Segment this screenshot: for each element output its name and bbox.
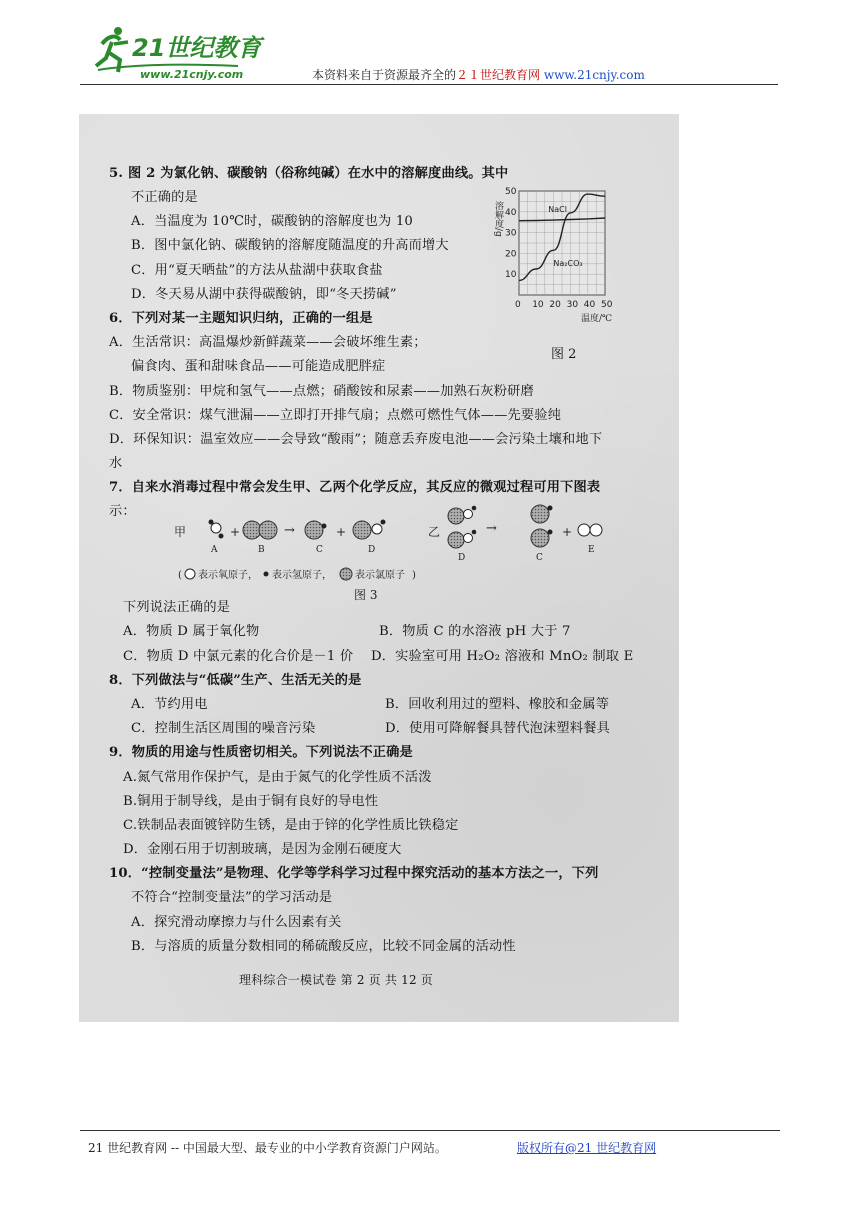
site-logo[interactable] — [88, 22, 288, 84]
q5-stem-2: 不正确的是 — [131, 190, 198, 205]
label-d-2: D — [458, 553, 466, 563]
y-tick-label: 50 — [505, 187, 517, 197]
x-axis-label: 温度/℃ — [581, 314, 613, 324]
q8-option-d: D．使用可降解餐具替代泡沫塑料餐具 — [385, 721, 610, 736]
q5-option-d: D．冬天易从湖中获得碳酸钠，即“冬天捞碱” — [131, 287, 397, 302]
header-divider — [80, 84, 778, 85]
header-prefix: 本资料来自于资源最齐全的 — [312, 68, 457, 82]
q10-stem: 10．“控制变量法”是物理、化学等学科学习过程中探究活动的基本方法之一，下列 — [109, 866, 599, 881]
q9-option-d: D．金刚石用于切割玻璃，是因为金刚石硬度大 — [123, 842, 402, 857]
q6-stem: 6．下列对某一主题知识归纳，正确的一组是 — [109, 311, 373, 326]
x-tick-label: 50 — [601, 300, 613, 310]
q7-option-b: B．物质 C 的水溶液 pH 大于 7 — [379, 624, 571, 639]
molecule-d-pair — [448, 506, 476, 548]
footer-divider — [80, 1130, 780, 1131]
footer-text: 21 世纪教育网 -- 中国最大型、最专业的中小学教育资源门户网站。 — [88, 1141, 447, 1155]
q5-option-b: B．图中氯化钠、碳酸钠的溶解度随温度的升高而增大 — [131, 238, 449, 253]
legend-chlorine-icon — [340, 568, 352, 580]
q7-stem-2: 示： — [109, 504, 136, 519]
molecule-c — [305, 521, 327, 539]
q10-option-a: A．探究滑动摩擦力与什么因素有关 — [131, 915, 342, 930]
logo-main-text: 21世纪教育 — [132, 34, 262, 62]
legend-oxygen-icon — [185, 569, 195, 579]
x-tick-label: 40 — [583, 300, 596, 310]
q9-option-a: A.氮气常用作保护气，是由于氮气的化学性质不活泼 — [123, 770, 432, 785]
legend-hydrogen-icon — [264, 572, 269, 577]
label-c-2: C — [536, 553, 543, 563]
series-label-nacl: NaCl — [548, 204, 567, 214]
q7-stem: 7．自来水消毒过程中常会发生甲、乙两个化学反应，其反应的微观过程可用下图表 — [109, 480, 601, 495]
label-c: C — [316, 545, 323, 555]
arrow-2: → — [486, 521, 497, 536]
q8-option-c: C．控制生活区周围的噪音污染 — [131, 721, 316, 736]
series-label-na2co3: Na₂CO₃ — [553, 258, 583, 268]
molecule-d — [353, 520, 386, 540]
q5-option-a: A．当温度为 10℃时，碳酸钠的溶解度也为 10 — [131, 214, 414, 229]
q6-option-d: D．环保知识：温室效应——会导致“酸雨”；随意丢弃废电池——会污染土壤和地下 — [109, 432, 603, 447]
x-tick-label: 30 — [566, 300, 579, 310]
label-b: B — [258, 545, 265, 555]
q6-option-b: B．物质鉴别：甲烷和氢气——点燃；硝酸铵和尿素——加熟石灰粉研磨 — [109, 384, 534, 399]
legend-hydrogen: 表示氢原子， — [272, 570, 332, 581]
q6-option-a-2: 偏食肉、蛋和甜味食品——可能造成肥胖症 — [131, 359, 386, 374]
q7-option-d: D．实验室可用 H₂O₂ 溶液和 MnO₂ 制取 E — [371, 649, 634, 664]
q8-option-a: A．节约用电 — [131, 697, 208, 712]
molecule-e — [578, 524, 602, 536]
y-axis-label: 溶解度/g — [493, 201, 503, 237]
legend-chlorine: 表示氯原子 — [355, 570, 405, 581]
y-tick-label: 30 — [505, 228, 517, 239]
plus-1: + — [230, 525, 241, 539]
solubility-chart-svg — [493, 185, 627, 330]
copyright-link[interactable]: 版权所有@21 世纪教育网 — [517, 1141, 657, 1155]
reaction-diagram-svg — [150, 502, 620, 602]
q9-option-c: C.铁制品表面镀锌防生锈，是由于锌的化学性质比铁稳定 — [123, 818, 459, 833]
q6-option-c: C．安全常识：煤气泄漏——立即打开排气扇；点燃可燃性气体——先要验纯 — [109, 408, 562, 423]
svg-text:(: ( — [178, 570, 182, 581]
q9-stem: 9．物质的用途与性质密切相关。下列说法不正确是 — [109, 745, 413, 760]
q7-prompt: 下列说法正确的是 — [123, 600, 231, 615]
label-d: D — [368, 545, 376, 555]
label-e: E — [588, 545, 595, 555]
label-yi: 乙 — [428, 525, 441, 539]
header-tagline — [312, 66, 645, 83]
header-brand[interactable]: ２１世纪教育网 — [456, 68, 541, 82]
svg-text:): ) — [412, 570, 416, 581]
q7-option-a: A．物质 D 属于氧化物 — [123, 624, 260, 639]
figure-2-caption: 图 2 — [551, 347, 577, 362]
q6-option-d-2: 水 — [109, 456, 123, 471]
logo-url-text: www.21cnjy.com — [140, 68, 244, 81]
q6-option-a: A．生活常识：高温爆炒新鲜蔬菜——会破坏维生素； — [109, 335, 427, 350]
header-url[interactable]: www.21cnjy.com — [543, 68, 645, 82]
q7-option-c: C．物质 D 中氯元素的化合价是－1 价 — [123, 649, 354, 664]
q10-option-b: B．与溶质的质量分数相同的稀硫酸反应，比较不同金属的活动性 — [131, 939, 516, 954]
molecule-c-pair — [531, 505, 553, 547]
q8-option-b: B．回收利用过的塑料、橡胶和金属等 — [385, 697, 610, 712]
q9-option-b: B.铜用于制导线，是由于铜有良好的导电性 — [123, 794, 379, 809]
q8-stem: 8．下列做法与“低碳”生产、生活无关的是 — [109, 673, 362, 688]
y-tick-label: 10 — [505, 270, 517, 281]
runner-logo-icon — [88, 22, 288, 84]
plus-3: + — [562, 525, 573, 539]
label-jia: 甲 — [174, 525, 187, 539]
figure-3-caption: 图 3 — [354, 588, 378, 602]
y-tick-label: 40 — [505, 207, 517, 218]
molecule-b — [243, 521, 277, 539]
arrow-1: → — [284, 523, 295, 538]
page-header — [0, 0, 860, 95]
x-tick-label: 10 — [532, 300, 544, 310]
plus-2: + — [336, 525, 347, 539]
q5-stem: 5. 图 2 为氯化钠、碳酸钠（俗称纯碱）在水中的溶解度曲线。其中 — [109, 166, 509, 181]
q5-option-c: C．用“夏天晒盐”的方法从盐湖中获取食盐 — [131, 263, 383, 278]
page-number: 理科综合一模试卷 第 2 页 共 12 页 — [239, 973, 433, 987]
solubility-chart — [493, 185, 627, 330]
q10-stem-2: 不符合“控制变量法”的学习活动是 — [131, 890, 333, 905]
label-a: A — [211, 545, 218, 555]
legend-oxygen: 表示氧原子， — [198, 570, 258, 581]
x-tick-label: 20 — [549, 300, 561, 310]
x-tick-label: 0 — [515, 300, 521, 310]
y-tick-label: 20 — [505, 249, 517, 260]
molecule-a — [209, 520, 224, 539]
reaction-diagram — [150, 502, 620, 602]
